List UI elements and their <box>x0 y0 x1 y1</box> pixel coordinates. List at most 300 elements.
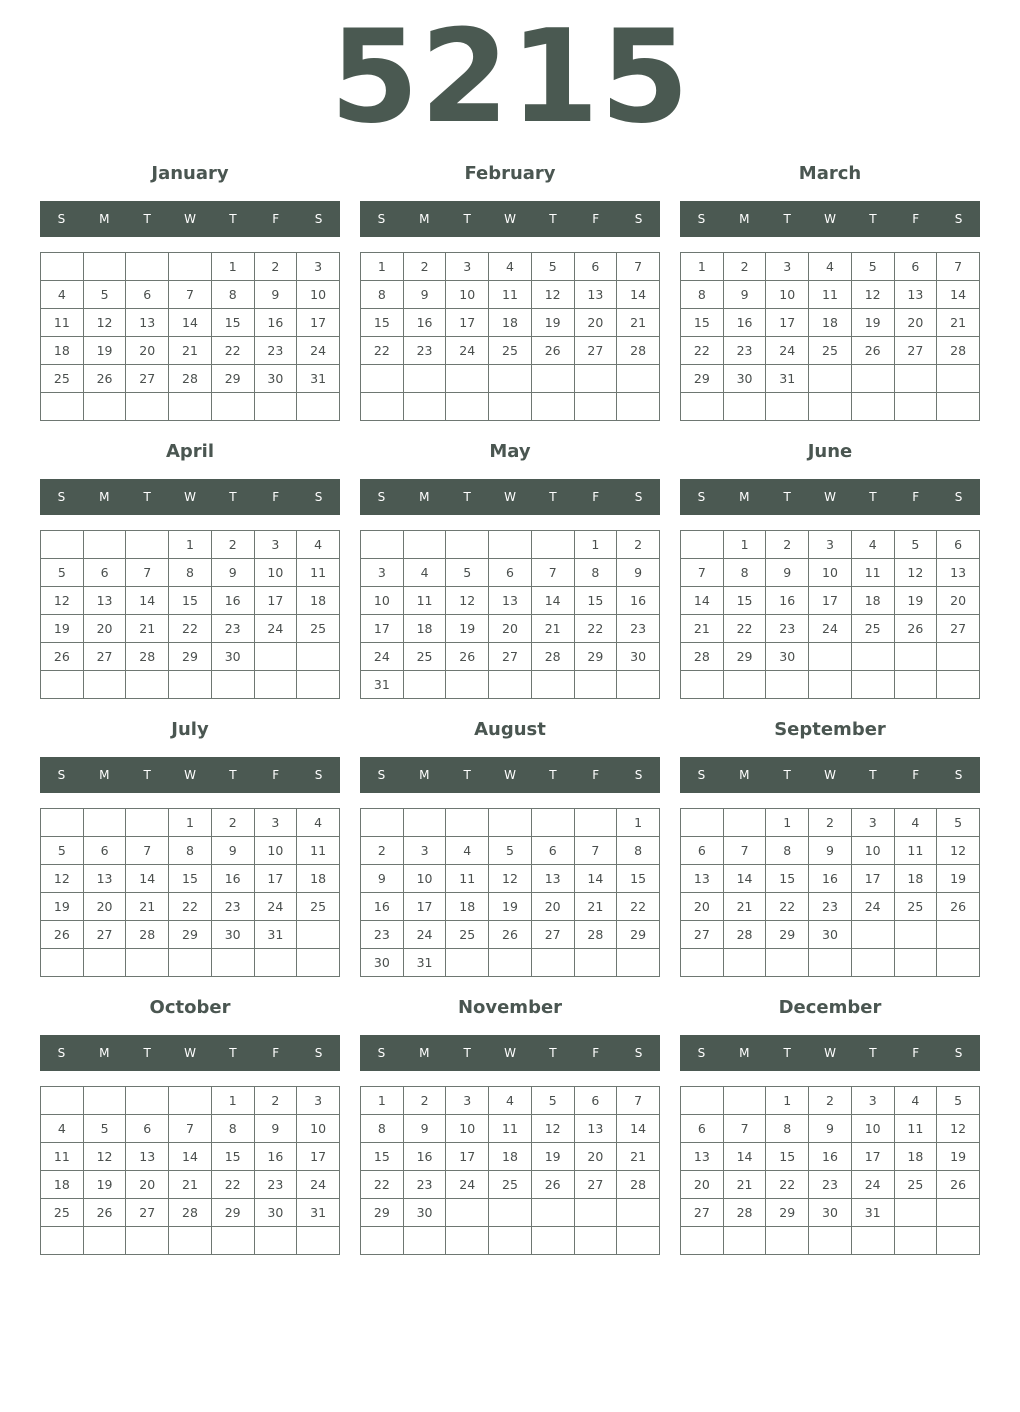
day-cell: 14 <box>681 587 724 615</box>
day-cell: 1 <box>361 253 404 281</box>
day-cell: 3 <box>809 531 852 559</box>
day-cell: 19 <box>851 309 894 337</box>
weekday-label: W <box>504 1046 516 1060</box>
day-cell: 30 <box>617 643 660 671</box>
day-cell: 20 <box>681 893 724 921</box>
day-cell <box>809 393 852 421</box>
day-cell: 24 <box>254 893 297 921</box>
month-name: December <box>778 997 882 1018</box>
day-cell: 17 <box>851 865 894 893</box>
day-cell: 23 <box>254 1171 297 1199</box>
day-cell: 29 <box>169 643 212 671</box>
weekday-label: T <box>229 1046 237 1060</box>
day-cell: 7 <box>531 559 574 587</box>
weekday-label: S <box>314 768 323 782</box>
day-cell: 17 <box>403 893 446 921</box>
day-cell: 25 <box>894 893 937 921</box>
day-cell: 11 <box>297 559 340 587</box>
day-cell: 31 <box>851 1199 894 1227</box>
day-cell <box>531 949 574 977</box>
day-cell: 8 <box>574 559 617 587</box>
day-cell: 7 <box>723 1115 766 1143</box>
weekday-label: T <box>463 490 471 504</box>
weekday-label: T <box>229 212 237 226</box>
weekday-label: M <box>419 490 430 504</box>
week-row <box>41 365 340 393</box>
day-cell <box>531 531 574 559</box>
weekday-label: F <box>272 212 280 226</box>
weekday-label: T <box>783 490 791 504</box>
day-cell: 6 <box>126 1115 169 1143</box>
day-cell: 27 <box>574 1171 617 1199</box>
day-cell: 31 <box>297 365 340 393</box>
day-cell: 5 <box>41 559 84 587</box>
weekday-label: W <box>184 768 196 782</box>
day-cell: 17 <box>809 587 852 615</box>
day-cell <box>83 809 126 837</box>
day-cell <box>83 393 126 421</box>
day-cell <box>446 949 489 977</box>
week-row <box>41 837 340 865</box>
day-cell: 21 <box>531 615 574 643</box>
week-row <box>41 531 340 559</box>
week-row <box>361 587 660 615</box>
day-cell: 10 <box>851 1115 894 1143</box>
day-cell: 2 <box>211 809 254 837</box>
day-cell: 16 <box>403 309 446 337</box>
month-name: October <box>149 997 231 1018</box>
day-cell: 18 <box>403 615 446 643</box>
month-name: September <box>774 719 886 740</box>
day-cell: 28 <box>723 1199 766 1227</box>
week-row <box>41 893 340 921</box>
day-cell <box>489 393 532 421</box>
day-cell: 16 <box>403 1143 446 1171</box>
day-cell: 12 <box>531 1115 574 1143</box>
day-cell: 5 <box>83 281 126 309</box>
day-cell <box>254 671 297 699</box>
day-cell: 2 <box>254 253 297 281</box>
weekday-label: M <box>99 212 110 226</box>
day-cell: 16 <box>211 865 254 893</box>
day-cell <box>723 1227 766 1255</box>
month-name: March <box>798 163 862 184</box>
day-cell: 13 <box>126 1143 169 1171</box>
week-row <box>361 559 660 587</box>
day-grid <box>360 530 660 699</box>
weekday-header <box>360 1035 660 1071</box>
day-cell: 28 <box>126 643 169 671</box>
day-cell <box>851 921 894 949</box>
day-cell: 15 <box>681 309 724 337</box>
day-cell: 16 <box>254 309 297 337</box>
day-cell: 4 <box>851 531 894 559</box>
week-row <box>681 1199 980 1227</box>
day-cell: 18 <box>297 587 340 615</box>
week-row <box>681 337 980 365</box>
day-cell: 5 <box>851 253 894 281</box>
day-cell: 14 <box>126 587 169 615</box>
week-row <box>681 615 980 643</box>
month-name: August <box>474 719 546 740</box>
weekday-label: F <box>592 490 600 504</box>
day-cell: 30 <box>211 643 254 671</box>
day-cell: 20 <box>937 587 980 615</box>
day-cell <box>574 365 617 393</box>
day-cell: 10 <box>446 281 489 309</box>
day-cell <box>446 809 489 837</box>
weekday-label: F <box>272 1046 280 1060</box>
day-grid <box>360 808 660 977</box>
day-cell: 8 <box>766 837 809 865</box>
week-row <box>361 1199 660 1227</box>
weekday-header <box>360 201 660 237</box>
weekday-label: T <box>869 212 877 226</box>
day-cell: 17 <box>766 309 809 337</box>
week-row <box>361 281 660 309</box>
day-cell <box>403 393 446 421</box>
day-cell: 3 <box>446 253 489 281</box>
weekday-label: M <box>419 768 430 782</box>
day-cell: 8 <box>361 281 404 309</box>
day-cell: 23 <box>723 337 766 365</box>
day-cell: 22 <box>681 337 724 365</box>
day-cell: 11 <box>41 309 84 337</box>
day-cell: 4 <box>403 559 446 587</box>
weekday-label: T <box>463 768 471 782</box>
day-cell: 10 <box>361 587 404 615</box>
weekday-header <box>680 1035 980 1071</box>
day-cell <box>531 393 574 421</box>
day-cell: 5 <box>937 1087 980 1115</box>
week-row <box>361 1171 660 1199</box>
day-cell: 25 <box>489 1171 532 1199</box>
week-row <box>681 587 980 615</box>
day-cell: 26 <box>531 337 574 365</box>
day-cell: 20 <box>126 1171 169 1199</box>
weekday-label: W <box>824 1046 836 1060</box>
week-row <box>361 809 660 837</box>
day-cell: 19 <box>937 865 980 893</box>
day-cell: 24 <box>851 893 894 921</box>
day-cell: 9 <box>403 281 446 309</box>
day-cell: 31 <box>254 921 297 949</box>
weekday-label: T <box>143 490 151 504</box>
day-cell: 11 <box>297 837 340 865</box>
day-grid <box>680 530 980 699</box>
weekday-label: W <box>184 212 196 226</box>
weekday-label: S <box>954 1046 963 1060</box>
day-cell <box>489 949 532 977</box>
day-cell: 16 <box>361 893 404 921</box>
day-cell: 21 <box>169 337 212 365</box>
day-cell: 29 <box>361 1199 404 1227</box>
day-cell: 21 <box>574 893 617 921</box>
day-cell: 7 <box>169 281 212 309</box>
day-cell: 27 <box>681 921 724 949</box>
day-cell <box>574 1227 617 1255</box>
week-row <box>41 253 340 281</box>
day-cell <box>211 949 254 977</box>
day-cell <box>937 1199 980 1227</box>
day-cell: 20 <box>83 893 126 921</box>
week-row <box>41 643 340 671</box>
weekday-label: S <box>57 1046 66 1060</box>
day-cell: 26 <box>83 1199 126 1227</box>
day-cell <box>851 393 894 421</box>
day-cell: 3 <box>361 559 404 587</box>
weekday-label: S <box>377 768 386 782</box>
day-cell: 25 <box>41 365 84 393</box>
day-cell: 22 <box>211 1171 254 1199</box>
week-row <box>681 921 980 949</box>
day-cell: 18 <box>489 1143 532 1171</box>
day-cell: 20 <box>574 309 617 337</box>
week-row <box>361 865 660 893</box>
weekday-label: S <box>634 1046 643 1060</box>
day-cell <box>531 1227 574 1255</box>
day-cell: 8 <box>169 559 212 587</box>
day-cell: 22 <box>617 893 660 921</box>
day-cell <box>617 393 660 421</box>
day-cell <box>403 531 446 559</box>
weekday-label: M <box>739 212 750 226</box>
day-cell: 22 <box>766 1171 809 1199</box>
week-row <box>41 921 340 949</box>
day-cell <box>937 393 980 421</box>
day-cell <box>851 671 894 699</box>
week-row <box>681 1143 980 1171</box>
day-cell: 23 <box>211 615 254 643</box>
day-cell: 5 <box>531 1087 574 1115</box>
day-cell: 26 <box>446 643 489 671</box>
day-cell: 14 <box>574 865 617 893</box>
day-cell <box>851 365 894 393</box>
day-cell: 6 <box>83 559 126 587</box>
day-cell <box>361 809 404 837</box>
day-cell: 9 <box>809 837 852 865</box>
day-cell: 13 <box>574 1115 617 1143</box>
day-cell: 5 <box>489 837 532 865</box>
week-row <box>681 837 980 865</box>
day-cell: 9 <box>809 1115 852 1143</box>
day-cell <box>446 671 489 699</box>
day-cell: 8 <box>169 837 212 865</box>
day-cell: 24 <box>297 337 340 365</box>
weekday-label: M <box>99 768 110 782</box>
day-cell <box>83 949 126 977</box>
day-cell: 11 <box>489 281 532 309</box>
weekday-label: F <box>912 490 920 504</box>
day-cell <box>894 1199 937 1227</box>
day-cell <box>531 365 574 393</box>
day-cell: 30 <box>809 921 852 949</box>
day-cell <box>361 531 404 559</box>
day-cell: 19 <box>41 615 84 643</box>
day-cell: 23 <box>361 921 404 949</box>
day-cell: 1 <box>361 1087 404 1115</box>
weekday-label: S <box>954 212 963 226</box>
day-cell <box>41 253 84 281</box>
weekday-label: T <box>549 1046 557 1060</box>
day-cell <box>489 671 532 699</box>
week-row <box>361 643 660 671</box>
day-cell <box>126 393 169 421</box>
day-cell <box>297 921 340 949</box>
day-cell: 31 <box>403 949 446 977</box>
day-cell: 31 <box>297 1199 340 1227</box>
day-cell: 19 <box>83 1171 126 1199</box>
day-cell: 12 <box>851 281 894 309</box>
day-cell: 8 <box>211 281 254 309</box>
day-cell <box>809 949 852 977</box>
week-row <box>361 1227 660 1255</box>
day-cell: 25 <box>894 1171 937 1199</box>
week-row <box>361 837 660 865</box>
day-cell: 26 <box>41 921 84 949</box>
day-cell: 26 <box>894 615 937 643</box>
weekday-label: F <box>592 1046 600 1060</box>
day-cell: 15 <box>617 865 660 893</box>
weekday-label: M <box>739 490 750 504</box>
month-name: April <box>165 441 215 462</box>
day-cell <box>126 809 169 837</box>
month-name: January <box>151 163 229 184</box>
day-cell: 1 <box>574 531 617 559</box>
day-cell: 16 <box>766 587 809 615</box>
day-cell: 2 <box>361 837 404 865</box>
day-cell <box>446 1199 489 1227</box>
day-cell: 13 <box>126 309 169 337</box>
week-row <box>41 337 340 365</box>
day-cell <box>937 921 980 949</box>
day-cell: 23 <box>403 1171 446 1199</box>
week-row <box>681 865 980 893</box>
week-row <box>41 281 340 309</box>
day-cell: 29 <box>617 921 660 949</box>
day-cell: 28 <box>617 337 660 365</box>
day-cell: 12 <box>531 281 574 309</box>
day-cell: 30 <box>254 1199 297 1227</box>
day-cell: 17 <box>254 865 297 893</box>
day-cell: 21 <box>126 615 169 643</box>
day-cell: 8 <box>361 1115 404 1143</box>
day-cell: 12 <box>41 587 84 615</box>
day-cell <box>297 393 340 421</box>
week-row <box>681 393 980 421</box>
day-cell: 24 <box>446 1171 489 1199</box>
week-row <box>681 365 980 393</box>
day-cell: 6 <box>681 837 724 865</box>
week-row <box>41 1171 340 1199</box>
day-cell <box>489 365 532 393</box>
week-row <box>681 949 980 977</box>
day-cell: 3 <box>851 809 894 837</box>
day-cell: 19 <box>531 1143 574 1171</box>
day-cell: 8 <box>766 1115 809 1143</box>
day-cell: 25 <box>851 615 894 643</box>
day-cell <box>937 949 980 977</box>
week-row <box>41 559 340 587</box>
day-cell <box>254 1227 297 1255</box>
week-row <box>681 1171 980 1199</box>
day-cell: 3 <box>297 1087 340 1115</box>
day-cell: 9 <box>766 559 809 587</box>
week-row <box>681 531 980 559</box>
day-cell <box>766 1227 809 1255</box>
month-name: May <box>489 441 531 462</box>
day-cell: 13 <box>894 281 937 309</box>
weekday-label: S <box>377 212 386 226</box>
day-cell: 9 <box>617 559 660 587</box>
day-cell: 3 <box>851 1087 894 1115</box>
day-cell: 1 <box>681 253 724 281</box>
day-cell <box>894 393 937 421</box>
day-cell: 27 <box>489 643 532 671</box>
day-cell: 21 <box>723 893 766 921</box>
day-cell: 26 <box>851 337 894 365</box>
day-cell: 1 <box>211 253 254 281</box>
day-cell: 6 <box>937 531 980 559</box>
weekday-label: S <box>634 212 643 226</box>
weekday-header <box>40 1035 340 1071</box>
day-cell: 18 <box>41 1171 84 1199</box>
day-cell: 7 <box>617 1087 660 1115</box>
day-cell <box>617 365 660 393</box>
day-cell: 14 <box>723 1143 766 1171</box>
weekday-label: W <box>504 768 516 782</box>
day-cell: 18 <box>809 309 852 337</box>
day-cell <box>681 1087 724 1115</box>
day-cell: 29 <box>169 921 212 949</box>
day-cell <box>766 949 809 977</box>
day-cell <box>446 531 489 559</box>
day-cell: 19 <box>531 309 574 337</box>
day-cell <box>489 809 532 837</box>
day-cell: 18 <box>489 309 532 337</box>
week-row <box>681 671 980 699</box>
week-row <box>41 587 340 615</box>
weekday-header <box>680 757 980 793</box>
day-cell: 24 <box>361 643 404 671</box>
day-cell: 12 <box>894 559 937 587</box>
day-cell: 5 <box>531 253 574 281</box>
day-cell: 12 <box>83 309 126 337</box>
day-cell <box>126 949 169 977</box>
day-cell: 24 <box>403 921 446 949</box>
week-row <box>361 531 660 559</box>
day-cell: 8 <box>723 559 766 587</box>
weekday-label: S <box>57 212 66 226</box>
day-cell: 1 <box>766 1087 809 1115</box>
day-cell: 23 <box>617 615 660 643</box>
day-cell <box>574 949 617 977</box>
day-cell <box>126 531 169 559</box>
day-cell: 25 <box>297 615 340 643</box>
day-cell <box>211 393 254 421</box>
day-cell: 18 <box>41 337 84 365</box>
weekday-label: S <box>697 768 706 782</box>
day-cell: 28 <box>574 921 617 949</box>
day-cell: 7 <box>126 837 169 865</box>
day-cell: 9 <box>254 281 297 309</box>
day-cell <box>169 393 212 421</box>
day-cell: 16 <box>254 1143 297 1171</box>
day-cell: 4 <box>41 281 84 309</box>
day-cell: 20 <box>574 1143 617 1171</box>
weekday-label: W <box>504 212 516 226</box>
day-cell: 21 <box>723 1171 766 1199</box>
